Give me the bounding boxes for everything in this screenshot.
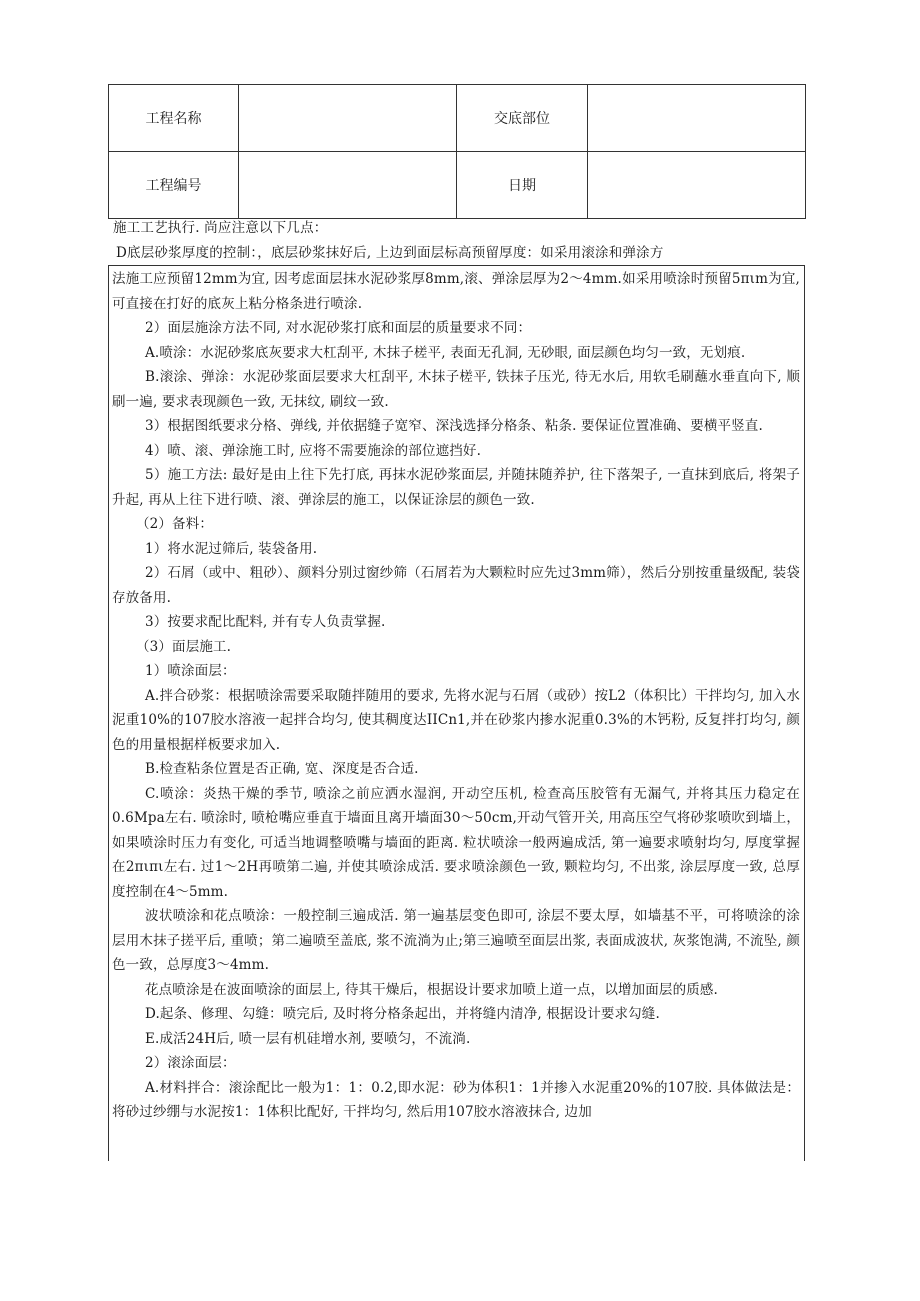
body-paragraph: B.检查粘条位置是否正确, 宽、深度是否合适.	[145, 761, 419, 777]
intro-line-1: 施工工艺执行. 尚应注意以下几点：	[113, 220, 328, 236]
date-label: 日期	[457, 152, 588, 219]
body-paragraph: 5）施工方法: 最好是由上往下先打底, 再抹水泥砂浆面层, 并随抹随养护, 往下落架子, 一直抹到底后, 将架子升起, 再从上往下进行喷、滚、弹涂层的施工，以保证涂层的颜色一致.	[112, 467, 800, 508]
body-paragraph: 1）喷涂面层：	[145, 663, 236, 679]
section-heading: （2）备料：	[136, 516, 213, 532]
project-no-value	[239, 152, 457, 219]
project-name-value	[239, 85, 457, 152]
header-row-2	[109, 152, 806, 219]
body-paragraph: 3）根据图纸要求分格、弹线, 并依据缝子宽窄、深浅选择分格条、粘条. 要保证位置准确、要横平竖直.	[145, 418, 763, 434]
body-paragraph: A.材料拌合：滚涂配比一般为1：1：0.2,即水泥：砂为体积1：1并掺入水泥重20%的107胶. 具体做法是：将砂过纱绷与水泥按1：1体积比配好, 干拌均匀, 然后用107胶水溶液抹合, 边加	[112, 1079, 800, 1120]
body-paragraph: 3）按要求配比配料, 并有专人负责掌握.	[145, 614, 386, 630]
body-paragraph: E.成活24H后, 喷一层有机硅增水剂, 要喷匀，不流淌.	[145, 1030, 471, 1047]
project-no-label: 工程编号	[109, 152, 239, 219]
body-paragraph: D.起条、修理、勾缝：喷完后, 及时将分格条起出，并将缝内清净, 根据设计要求勾缝.	[145, 1006, 660, 1022]
header-row-1	[109, 85, 806, 152]
date-value	[588, 152, 806, 219]
section-heading: （3）面层施工.	[136, 638, 232, 655]
body-paragraph: 法施工应预留12mm为宜, 因考虑面层抹水泥砂浆厚8mm,滚、弹涂层厚为2～4mm.如采用喷涂时预留5πιm为宜, 可直接在打好的底灰上粘分格条进行喷涂.	[112, 271, 800, 312]
body-paragraph: 2）石屑（或中、粗砂）、颜料分别过窗纱筛（石屑若为大颗粒时应先过3mm筛），然后分别按重量级配, 装袋存放备用.	[112, 565, 800, 606]
body-paragraph: 波状喷涂和花点喷涂：一般控制三遍成活. 第一遍基层变色即可, 涂层不要太厚，如墙基不平，可将喷涂的涂层用木抹子搓平后, 重喷；第二遍喷至盖底, 浆不流淌为止;第三遍喷至面层出浆, 表面成波状, 灰浆饱满, 不流坠, 颜色一致，总厚度3～4mm.	[112, 908, 800, 973]
intro-line-2: D底层砂浆厚度的控制：，底层砂浆抹好后, 上边到面层标高预留厚度：如采用滚涂和弹涂方	[116, 245, 664, 261]
body-paragraph: A.喷涂：水泥砂浆底灰要求大杠刮平, 木抹子槎平, 表面无孔洞, 无砂眼, 面层颜色均匀一致，无划痕.	[145, 344, 746, 361]
body-paragraph: 2）面层施涂方法不同, 对水泥砂浆打底和面层的质量要求不同：	[145, 320, 532, 336]
body-paragraph: 花点喷涂是在波面喷涂的面层上, 待其干燥后，根据设计要求加喷上道一点，以增加面层的质感.	[145, 981, 718, 998]
project-name-label: 工程名称	[109, 85, 239, 152]
body-paragraph: A.拌合砂浆：根据喷涂需要采取随拌随用的要求, 先将水泥与石屑（或砂）按L2（体积比）干拌均匀, 加入水泥重10%的107胶水溶液一起拌合均匀, 使其稠度达IICn1,并在砂浆内掺水泥重0.3%的木钙粉, 反复拌打均匀, 颜色的用量根据样板要求加入.	[112, 687, 800, 753]
content-body	[112, 267, 800, 1125]
header-table	[108, 84, 806, 219]
location-label: 交底部位	[457, 85, 588, 152]
body-paragraph: C.喷涂：炎热干燥的季节, 喷涂之前应洒水湿润, 开动空压机, 检查高压胶管有无漏气, 并将其压力稳定在0.6Mpa左右. 喷涂时, 喷枪嘴应垂直于墙面且离开墙面30～50cm,开动气管开关, 用高压空气将砂浆喷吹到墙上，如果喷涂时压力有变化, 可适当地调整喷嘴与墙面的距离. 粒状喷涂一般两遍成活, 第一遍要求喷射均匀, 厚度掌握在2πιπι左右. 过1～2H再喷第二遍, 并使其喷涂成活. 要求喷涂颜色一致, 颗粒均匀, 不出浆, 涂层厚度一致, 总厚度控制在4～5mm.	[112, 785, 800, 900]
location-value	[588, 85, 806, 152]
body-paragraph: 4）喷、滚、弹涂施工时, 应将不需要施涂的部位遮挡好.	[145, 442, 482, 459]
body-paragraph: 1）将水泥过筛后, 装袋备用.	[145, 540, 318, 557]
body-paragraph: 2）滚涂面层：	[145, 1055, 236, 1071]
body-paragraph: B.滚涂、弹涂：水泥砂浆面层要求大杠刮平, 木抹子槎平, 铁抹子压光, 待无水后, 用软毛刷蘸水垂直向下, 顺刷一遍, 要求表现颜色一致, 无抹纹, 刷纹一致.	[112, 369, 800, 410]
